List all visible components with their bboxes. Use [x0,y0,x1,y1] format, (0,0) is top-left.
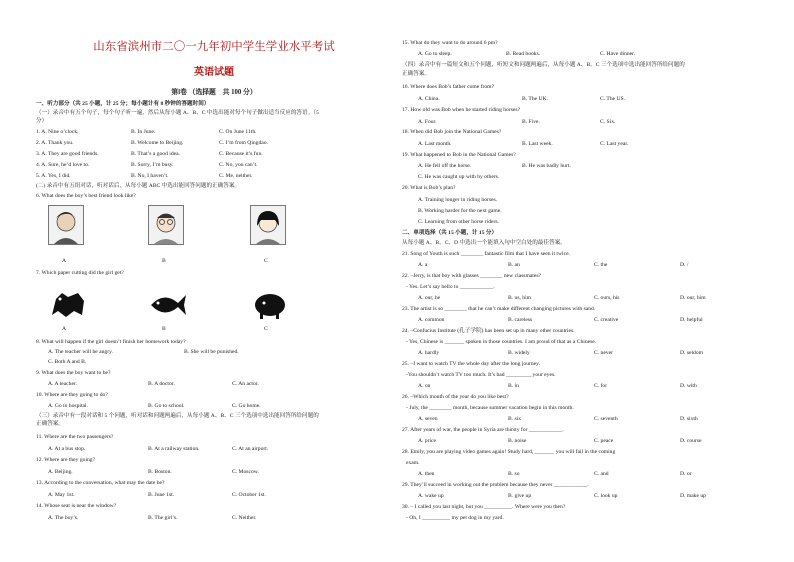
q1-a: 1. A. Nine o’clock. [36,129,79,135]
instruction-1: （一）录音中有五个句子，每个句子听一遍，然后从每小题 A、B、C 中选出能对每个句子做出适当反应的答语。（5 [36,110,319,116]
question-28: 28. Emily, you are playing video games again! Study hard, _______ you will fail in the coming [402,449,616,455]
q22-a: A. our, he [418,295,441,301]
grammar-instruction: 从每小题 A、B、C、D 中选出一个能填入句中空白处的最佳答案。 [402,240,566,246]
q7-label-c: C [264,326,268,332]
boy-face-image-c[interactable] [250,205,286,245]
q21-c: C. the [594,262,608,268]
q8-a: A. The teacher will be angry. [48,349,113,355]
question-19: 19. What happened to Bob in the National Games? [402,152,516,158]
exam-title: 山东省滨州市二〇一九年初中学生学业水平考试 [93,39,335,53]
q20-c: C. Learning from other horse riders. [418,219,499,225]
q13-c: C. October 1st. [232,492,266,498]
question-24: 24. –Confucius Institute (孔子学院) has been set up in many other countries. [402,328,575,334]
question-23: 23. The artist is so ________ that he can’t make different changing pictures with sand. [402,306,596,312]
part-one-heading: 第Ⅰ卷 （选择题 共 100 分） [171,89,257,96]
q28-d: D. or [680,471,692,477]
question-25b: -You shouldn’t watch TV too much. It’s bad _________ your eyes. [406,372,556,378]
q3-a: 3. A. They are good friends. [36,151,99,157]
question-13: 13. According to the conversation, what may the date be? [36,480,165,486]
instruction-2: (二) 录音中有五组对话，听对话后，从每小题 ABC 中选出能回答问题的正确答案。 [36,183,241,189]
question-22b: - Yes. Let’s say hello to ____________. [406,284,495,290]
q18-a: A. Last month. [418,141,452,147]
question-25: 25. –I want to watch TV the whole day after the long journey. [402,361,540,367]
q19-c: C. He was caught up with by others. [418,174,500,180]
q6-label-b: B [162,258,166,264]
q3-c: C. Because it’s fun. [219,151,263,157]
instruction-3: （三）录音中有一段对话和 5 个问题，听对话和问题两遍后，从每小题 A、B、C 三个选项中选出能回答所给问题的 [36,413,319,419]
q27-b: B. noise [508,438,527,444]
q28-b: B. so [508,471,520,477]
q8-b: B. She will be punished. [184,349,239,355]
q23-d: D. helpful [680,317,703,323]
q22-d: D. our, him [680,295,706,301]
q24-b: B. widely [508,350,530,356]
q23-c: C. creative [594,317,619,323]
q26-d: D. sixth [680,416,698,422]
q14-c: C. Neither. [232,515,257,521]
q13-a: A. May 1st. [48,492,75,498]
q19-b: B. He was badly hurt. [522,163,571,169]
q11-b: B. At a railway station. [148,446,200,452]
question-15: 15. What do they want to do around 6 pm? [402,40,498,46]
question-20: 20. What is Bob’s plan? [402,185,456,191]
q23-a: A. common [418,317,445,323]
q24-d: D. seldom [680,350,703,356]
q14-b: B. The girl’s. [148,515,178,521]
q29-d: D. make up [680,493,706,499]
q11-c: C. At an airport. [232,446,269,452]
q8-c: C. Both A and B. [48,359,87,365]
q23-b: B. careless [508,317,533,323]
q20-b: B. Working harder for the next game. [418,208,502,214]
question-12: 12. Where are they going? [36,457,96,463]
q9-b: B. A doctor. [148,381,175,387]
q7-label-a: A [62,326,67,332]
question-26: 26. –Which month of the year do you like best? [402,394,509,400]
question-14: 14. Whose seat is near the window? [36,503,117,509]
q15-b: B. Read books. [506,51,541,57]
q4-a: 4. A. Sure, he’d love to. [36,162,90,168]
q22-c: C. ours, his [594,295,620,301]
q29-c: C. look up [594,493,618,499]
q16-b: B. The UK. [522,96,548,102]
q26-a: A. seven [418,416,438,422]
q12-c: C. Moscow. [232,469,259,475]
q2-a: 2. A. Thank you. [36,140,74,146]
q27-c: C. peace [594,438,614,444]
instruction-3b: 正确答案。 [36,421,64,427]
q16-a: A. China. [418,96,440,102]
instruction-1b: 分） [36,118,48,124]
q12-b: B. Boston. [148,469,172,475]
question-22: 22. –Jerry, is that boy with glasses ________ new classmates? [402,273,541,279]
q17-b: B. Five. [522,119,540,125]
q10-c: C. Go home. [232,403,261,409]
q20-a: A. Training longer in riding horses. [418,197,498,203]
paper-cutting-pig-c[interactable] [250,285,284,323]
q2-b: B. Welcome to Beijing. [131,140,184,146]
q25-b: B. in [508,383,519,389]
q6-label-c: C [264,258,268,264]
q13-b: B. June 1st. [148,492,175,498]
q21-a: A. a [418,262,428,268]
question-29: 29. They’ll succeed in working out the problem because they never ____________. [402,482,589,488]
q27-d: D. course [680,438,702,444]
q9-a: A. A teacher. [48,381,77,387]
question-21: 21. Song of Youth is such ________ fantastic film that I have seen it twice. [402,251,570,257]
q28-c: C. and [594,471,609,477]
q11-a: A. At a bus stop. [48,446,86,452]
boy-face-image-b[interactable] [148,205,184,245]
q3-b: B. That’s a good idea. [131,151,180,157]
q12-a: A. Beijing. [48,469,73,475]
q27-a: A. price [418,438,437,444]
q18-c: C. Last year. [600,141,629,147]
q22-b: B. us, him [508,295,532,301]
q1-c: C. On June 11th. [219,129,257,135]
question-6: 6. What does the boy’s best friend look like? [36,193,136,199]
q4-b: B. Sorry, I’m busy. [131,162,174,168]
question-16: 16. Where does Bob’s father come from? [402,84,495,90]
q21-d: D. / [680,262,689,268]
question-30: 30. – I called you last night, but you __________. Where were you then? [402,504,566,510]
q10-a: A. Go to hospital. [48,403,88,409]
q15-c: C. Have dinner. [600,51,636,57]
q18-b: B. Last week. [522,141,553,147]
q15-a: A. Go to sleep. [418,51,452,57]
q14-a: A. The boy’s. [48,515,79,521]
question-28b: exam. [406,460,420,466]
question-17: 17. How old was Bob when he started riding horses? [402,107,521,113]
instruction-4: （四）录音中有一篇短文和五个问题，听短文和问题两遍后，从每小题 A、B、C 三个选项中选出能回答所给问题的 [402,62,685,68]
q10-b: B. Go to school. [148,403,185,409]
q24-c: C. never [594,350,613,356]
section-listening: 一、听力部分（共 25 小题，计 25 分；每小题计有 8 秒钟的答题时间） [36,101,210,107]
q17-c: C. Six. [600,119,616,125]
q17-a: A. Four. [418,119,437,125]
q25-d: D. with [680,383,697,389]
question-7: 7. Which paper cutting did the girl get? [36,270,124,276]
question-18: 18. When did Bob join the National Games? [402,129,502,135]
q25-a: A. on [418,383,431,389]
instruction-4b: 正确答案。 [402,71,430,77]
q16-c: C. The US. [600,96,626,102]
q21-b: B. an [508,262,520,268]
q6-label-a: A [62,258,67,264]
question-27: 27. After years of war, the people in Syria are thirsty for ____________. [402,427,564,433]
q5-b: B. No, I haven’t. [131,173,169,179]
q4-c: C. No, you can’t. [219,162,258,168]
question-10: 10. Where are they going to do? [36,392,108,398]
exam-subtitle: 英语试题 [194,67,234,78]
question-26b: - July, the ________ month, because summer vacation begin in this month. [406,405,574,411]
q26-b: B. six [508,416,522,422]
question-9: 9. What does the boy want to be? [36,370,111,376]
question-24b: - Yes, Chinese is _______ spoken in those countries. I am proud of that as a Chinese. [406,339,597,345]
q5-c: C. Me, neither. [219,173,253,179]
q9-c: C. An actor. [232,381,259,387]
q26-c: C. seventh [594,416,618,422]
q5-a: 5. A. Yes, I did. [36,173,71,179]
q24-a: A. hardly [418,350,440,356]
paper-cutting-dog-a[interactable] [48,285,82,323]
q1-b: B. In June. [131,129,156,135]
section-grammar: 二、单项选择（共 15 小题，计 15 分） [402,230,498,236]
q29-a: A. wake up [418,493,444,499]
q25-c: C. for [594,383,608,389]
boy-face-image-a[interactable] [48,205,84,245]
q29-b: B. give up [508,493,532,499]
q19-a: A. He fell off the horse. [418,163,472,169]
question-30b: - Oh, I __________ my pet dog in my yard. [406,515,504,521]
q7-label-b: B [162,326,166,332]
question-8: 8. What will happen if the girl doesn’t finish her homework today? [36,339,186,345]
paper-cutting-fish-b[interactable] [148,285,182,323]
q2-c: C. I’m from Qingdao. [219,140,268,146]
q28-a: A. then [418,471,435,477]
question-11: 11. Where are the two passengers? [36,434,114,440]
